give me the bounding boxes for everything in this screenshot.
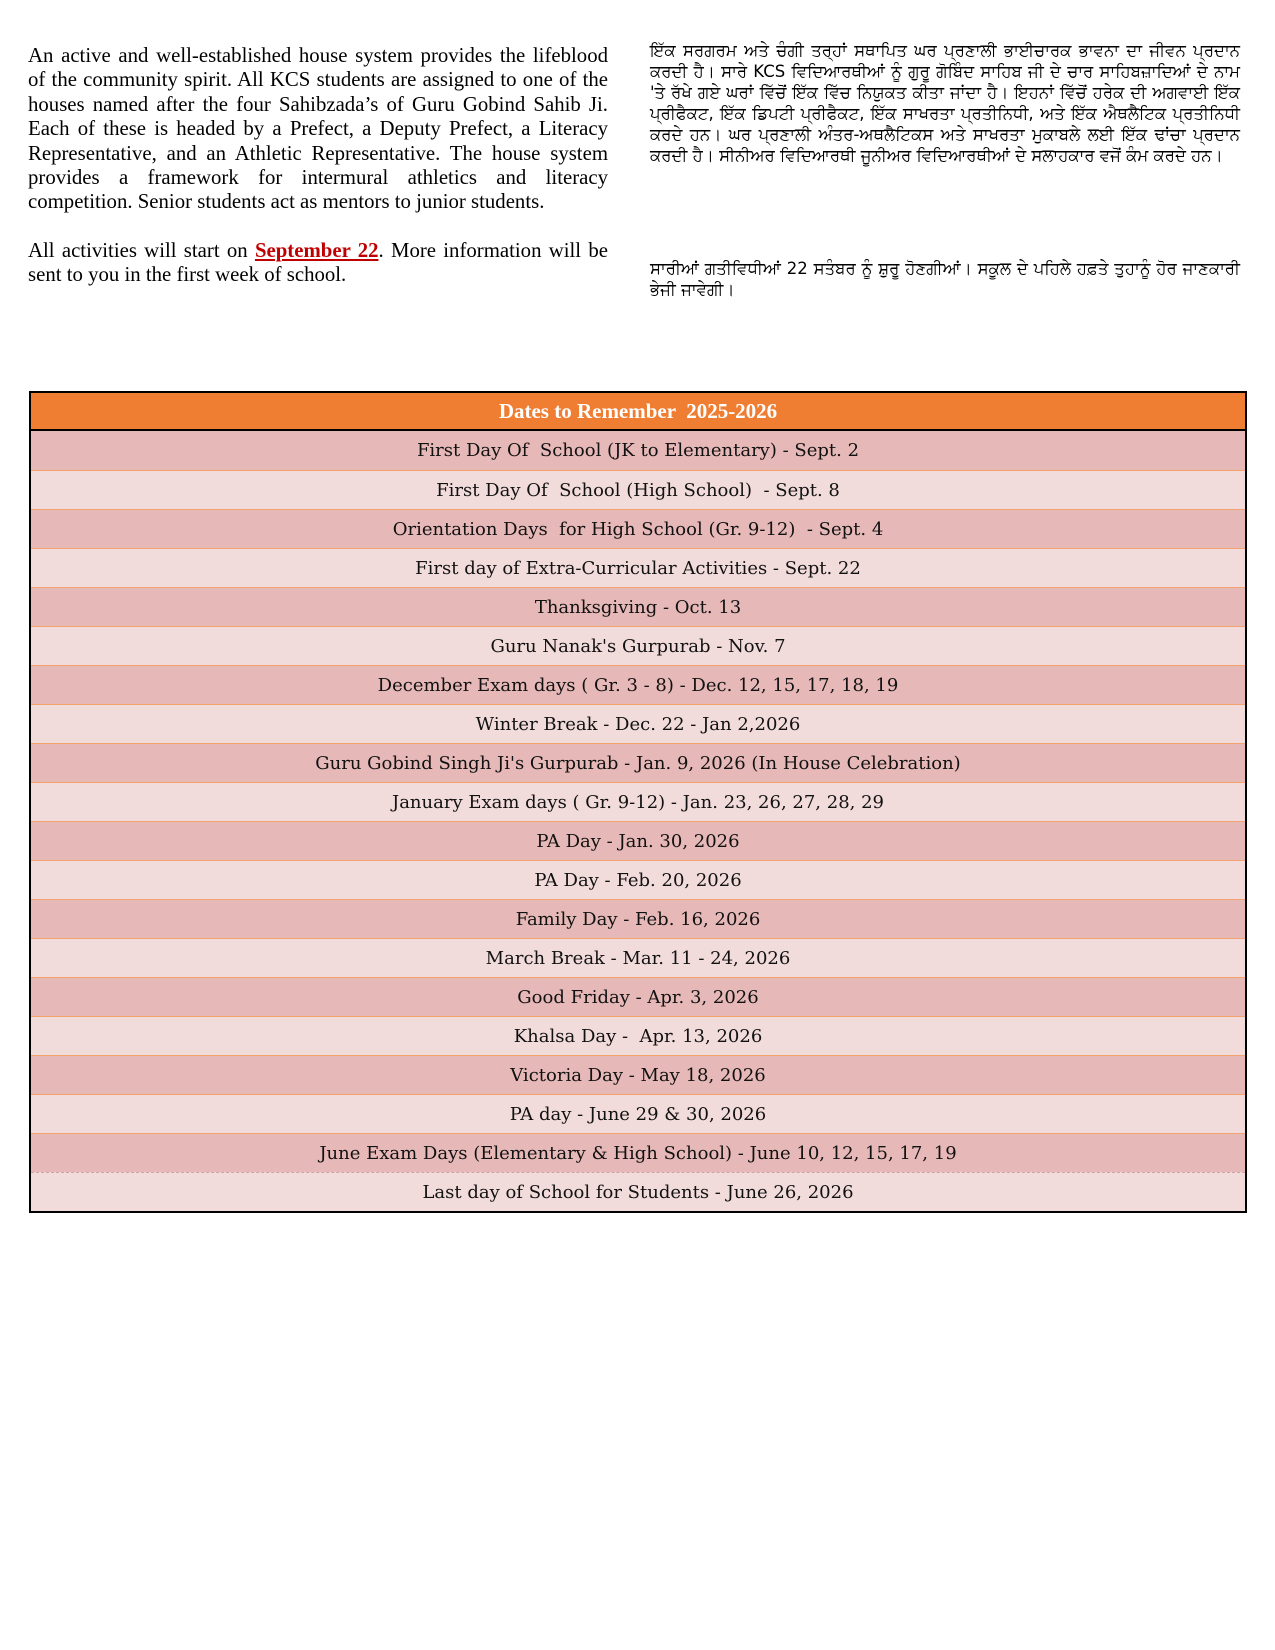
dates-table-body bbox=[31, 431, 1245, 1211]
date-row: First day of Extra-Curricular Activities - Sept. 22 bbox=[31, 548, 1245, 587]
dates-to-remember-table bbox=[29, 391, 1247, 1213]
date-row: First Day Of School (JK to Elementary) - Sept. 2 bbox=[31, 431, 1245, 470]
activities-text-before: All activities will start on bbox=[28, 238, 255, 262]
date-row: January Exam days ( Gr. 9-12) - Jan. 23, 26, 27, 28, 29 bbox=[31, 782, 1245, 821]
english-paragraph-activities bbox=[28, 239, 608, 288]
english-paragraph-house-system: An active and well-established house system provides the lifeblood of the community spirit. All KCS students are assigned to one of the houses named after the four Sahibzada’s of Guru Gobind Sahib Ji. Each of these is headed by a Prefect, a Deputy Prefect, a Literacy Representative, and an Athletic Representative. The house system provides a framework for intermural athletics and literacy competition. Senior students act as mentors to junior students. bbox=[28, 44, 608, 214]
date-row: PA Day - Jan. 30, 2026 bbox=[31, 821, 1245, 860]
date-row: June Exam Days (Elementary & High School) - June 10, 12, 15, 17, 19 bbox=[31, 1133, 1245, 1172]
date-row: Family Day - Feb. 16, 2026 bbox=[31, 899, 1245, 938]
september-22-link[interactable]: September 22 bbox=[254, 238, 379, 262]
date-row: Victoria Day - May 18, 2026 bbox=[31, 1055, 1245, 1094]
date-row: Thanksgiving - Oct. 13 bbox=[31, 587, 1245, 626]
date-row: First Day Of School (High School) - Sept. 8 bbox=[31, 470, 1245, 509]
date-row: PA day - June 29 & 30, 2026 bbox=[31, 1094, 1245, 1133]
date-row: Khalsa Day - Apr. 13, 2026 bbox=[31, 1016, 1245, 1055]
date-row: December Exam days ( Gr. 3 - 8) - Dec. 12, 15, 17, 18, 19 bbox=[31, 665, 1245, 704]
punjabi-paragraph-activities: ਸਾਰੀਆਂ ਗਤੀਵਿਧੀਆਂ 22 ਸਤੰਬਰ ਨੂੰ ਸ਼ੁਰੂ ਹੋਣਗੀਆਂ। ਸਕੂਲ ਦੇ ਪਹਿਲੇ ਹਫ਼ਤੇ ਤੁਹਾਨੂੰ ਹੋਰ ਜਾਣਕਾਰੀ ਭੇਜੀ ਜਾਵੇਗੀ। bbox=[650, 259, 1240, 299]
date-row: Last day of School for Students - June 26, 2026 bbox=[31, 1172, 1245, 1211]
activities-text-after: . More information will be sent to you in the first week of school. bbox=[28, 238, 608, 287]
english-column bbox=[28, 44, 608, 288]
dates-table-title: Dates to Remember 2025-2026 bbox=[31, 393, 1245, 431]
date-row: Winter Break - Dec. 22 - Jan 2,2026 bbox=[31, 704, 1245, 743]
date-row: Orientation Days for High School (Gr. 9-12) - Sept. 4 bbox=[31, 509, 1245, 548]
date-row: March Break - Mar. 11 - 24, 2026 bbox=[31, 938, 1245, 977]
date-row: Good Friday - Apr. 3, 2026 bbox=[31, 977, 1245, 1016]
date-row: Guru Nanak's Gurpurab - Nov. 7 bbox=[31, 626, 1245, 665]
date-row: PA Day - Feb. 20, 2026 bbox=[31, 860, 1245, 899]
date-row: Guru Gobind Singh Ji's Gurpurab - Jan. 9, 2026 (In House Celebration) bbox=[31, 743, 1245, 782]
punjabi-paragraph-house-system: ਇੱਕ ਸਰਗਰਮ ਅਤੇ ਚੰਗੀ ਤਰ੍ਹਾਂ ਸਥਾਪਿਤ ਘਰ ਪ੍ਰਣਾਲੀ ਭਾਈਚਾਰਕ ਭਾਵਨਾ ਦਾ ਜੀਵਨ ਪ੍ਰਦਾਨ ਕਰਦੀ ਹੈ। ਸਾਰੇ KCS ਵਿਦਿਆਰਥੀਆਂ ਨੂੰ ਗੁਰੂ ਗੋਬਿੰਦ ਸਾਹਿਬ ਜੀ ਦੇ ਚਾਰ ਸਾਹਿਬਜ਼ਾਦਿਆਂ ਦੇ ਨਾਮ 'ਤੇ ਰੱਖੇ ਗਏ ਘਰਾਂ ਵਿੱਚੋਂ ਇੱਕ ਵਿੱਚ ਨਿਯੁਕਤ ਕੀਤਾ ਜਾਂਦਾ ਹੈ। ਇਹਨਾਂ ਵਿੱਚੋਂ ਹਰੇਕ ਦੀ ਅਗਵਾਈ ਇੱਕ ਪ੍ਰੀਫੈਕਟ, ਇੱਕ ਡਿਪਟੀ ਪ੍ਰੀਫੈਕਟ, ਇੱਕ ਸਾਖਰਤਾ ਪ੍ਰਤੀਨਿਧੀ, ਅਤੇ ਇੱਕ ਐਥਲੈਟਿਕ ਪ੍ਰਤੀਨਿਧੀ ਕਰਦੇ ਹਨ। ਘਰ ਪ੍ਰਣਾਲੀ ਅੰਤਰ-ਅਥਲੈਟਿਕਸ ਅਤੇ ਸਾਖਰਤਾ ਮੁਕਾਬਲੇ ਲਈ ਇੱਕ ਢਾਂਚਾ ਪ੍ਰਦਾਨ ਕਰਦੀ ਹੈ। ਸੀਨੀਅਰ ਵਿਦਿਆਰਥੀ ਜੂਨੀਅਰ ਵਿਦਿਆਰਥੀਆਂ ਦੇ ਸਲਾਹਕਾਰ ਵਜੋਂ ਕੰਮ ਕਰਦੇ ਹਨ। bbox=[650, 41, 1240, 165]
punjabi-column bbox=[650, 40, 1240, 299]
